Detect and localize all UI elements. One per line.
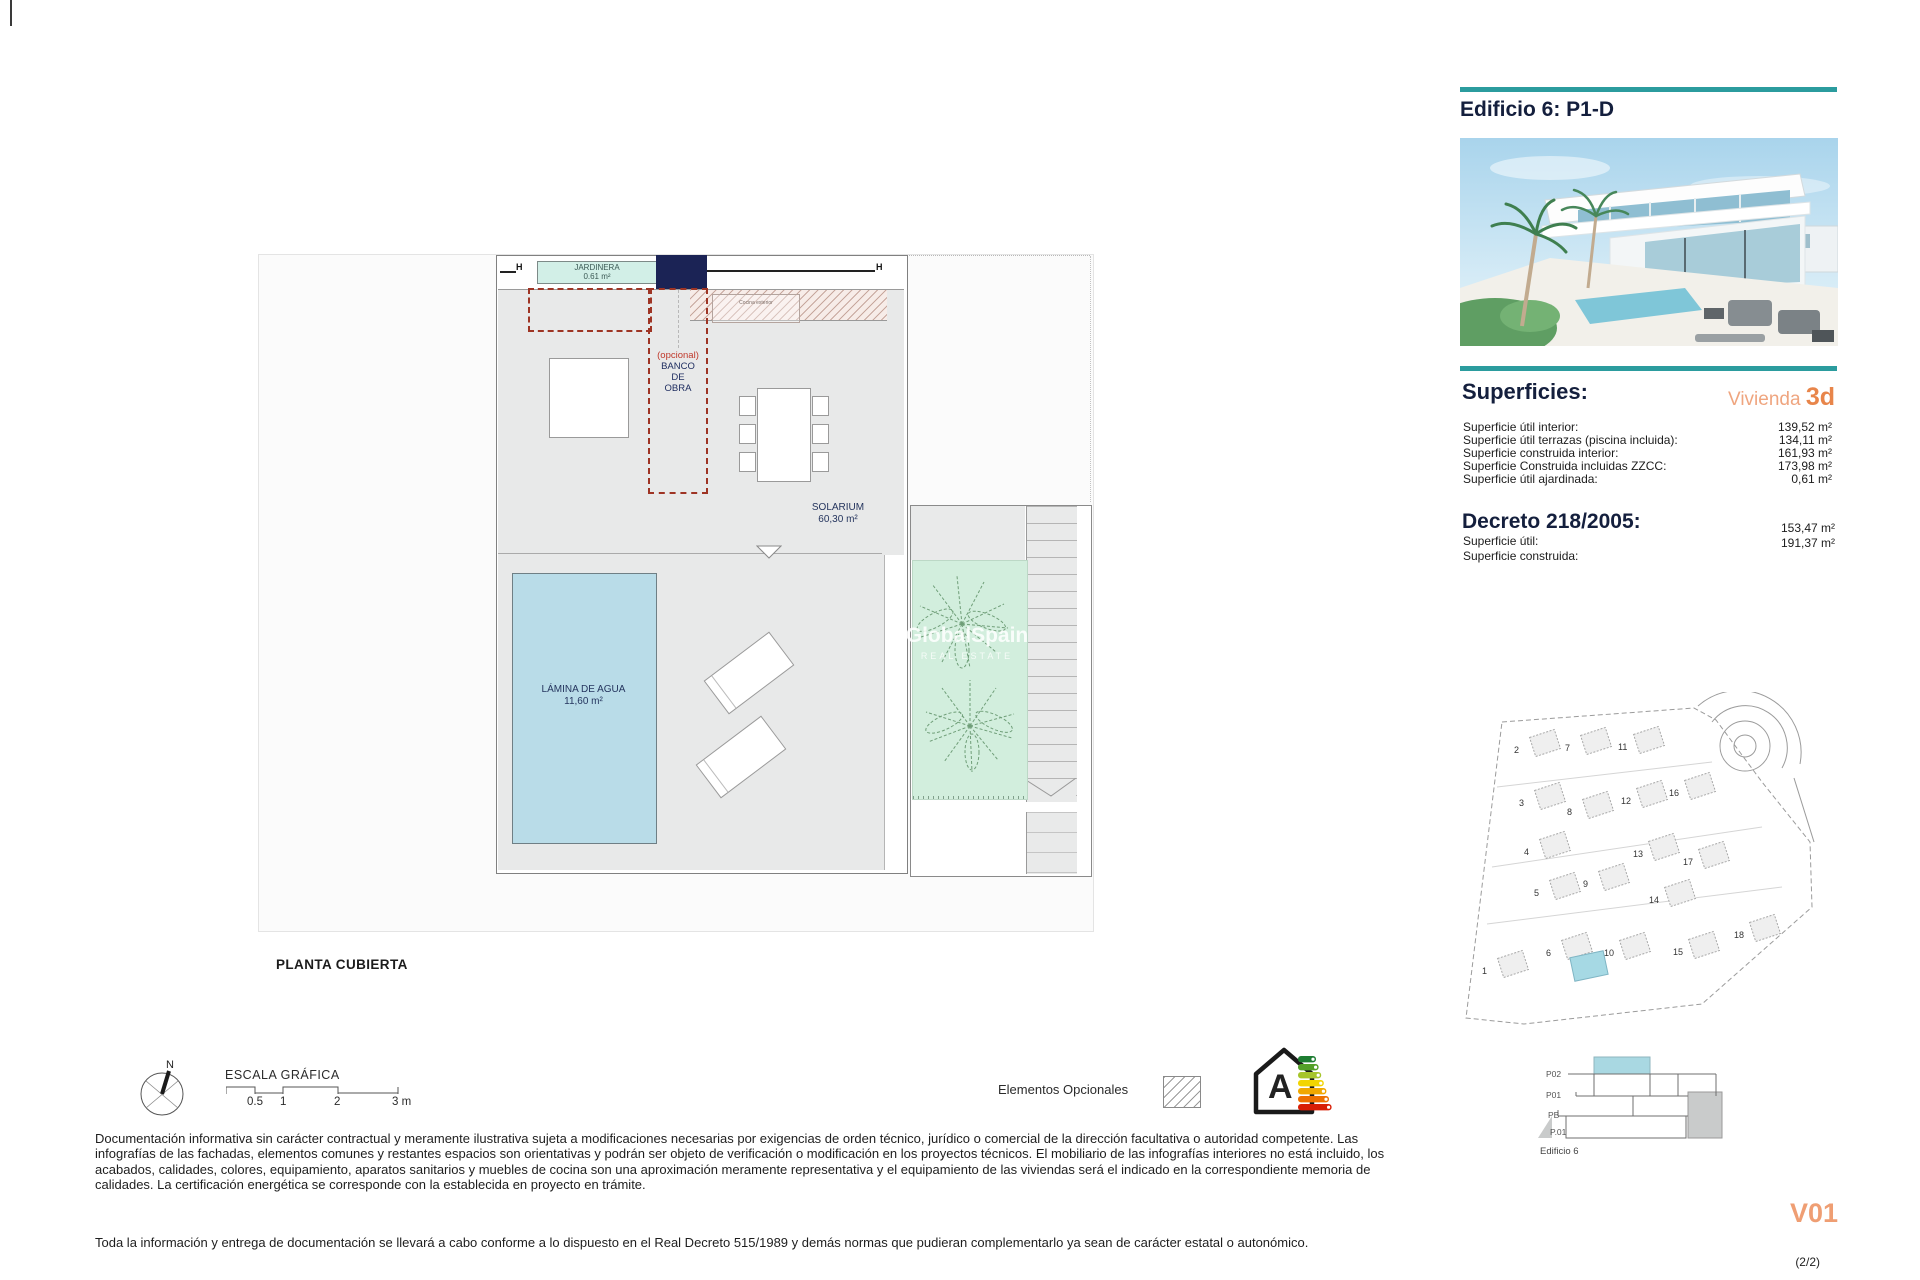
site-unit-number: 2 (1514, 745, 1520, 755)
outdoor-kitchen-label: Cocina exterior (739, 300, 773, 306)
floor-label-p-01: P.01 (1550, 1127, 1567, 1137)
energy-bar (1298, 1096, 1329, 1102)
site-unit-number: 1 (1482, 966, 1488, 976)
elevation-caption: Edificio 6 (1540, 1146, 1579, 1157)
site-unit-number: 16 (1669, 788, 1680, 798)
superficie-row (1463, 447, 1835, 460)
decreto-labels (1463, 534, 1578, 564)
walkway-strip (884, 555, 905, 870)
energy-bar-tip (1324, 1098, 1327, 1101)
svg-text:A: A (1268, 1068, 1293, 1106)
pool (512, 573, 657, 844)
solarium-area: 60,30 m² (818, 514, 858, 525)
superficie-label: Superficie útil terrazas (piscina incluida): (1463, 433, 1678, 447)
corner-tick (10, 0, 12, 26)
decreto-title: Decreto 218/2005: (1462, 510, 1641, 533)
site-plan-drawing (1462, 692, 1842, 1037)
axis-line (678, 290, 679, 348)
decreto-label: Superficie construida: (1463, 549, 1579, 563)
floor-label-p01: P01 (1546, 1090, 1562, 1100)
floor-label-p02: P02 (1546, 1069, 1562, 1079)
teal-rule-middle (1460, 366, 1837, 371)
vivienda-label: Vivienda (1727, 389, 1801, 410)
site-house (1583, 791, 1614, 818)
site-house (1685, 772, 1716, 799)
site-house (1599, 863, 1630, 890)
dim-marker-right: H (876, 262, 883, 272)
skylight-box (549, 358, 629, 438)
terrace-boundary (498, 553, 882, 554)
watermark-brand: GlobalSpain (905, 624, 1029, 647)
site-unit-number: 18 (1734, 930, 1745, 940)
stair-break-mark (1026, 778, 1076, 800)
energy-rating-icon (1246, 1042, 1338, 1122)
superficies-title: Superficies: (1462, 379, 1588, 404)
solarium-name: SOLARIUM (811, 502, 865, 513)
disclaimer-paragraph-2: Toda la información y entrega de documentación se llevará a cabo conforme a lo dispuesto en el Real Decreto 515/1989 y demás normas que pudieran complementarlo ya sean de carácter estatal o autonómico. (95, 1235, 1309, 1250)
version-tag: V01 (1789, 1198, 1838, 1228)
chimney-block (656, 255, 707, 289)
building-title: Edificio 6: P1-D (1460, 98, 1615, 121)
site-house (1530, 729, 1561, 756)
chair (812, 452, 829, 472)
dining-table (757, 388, 811, 482)
vivienda-tag (1728, 383, 1835, 412)
superficie-label: Superficie Construida incluidas ZZCC: (1463, 459, 1667, 473)
solarium-label (788, 502, 888, 526)
energy-bar-tip (1317, 1074, 1320, 1077)
page-number: (2/2) (1795, 1255, 1820, 1269)
energy-bar-tip (1319, 1082, 1322, 1085)
site-house (1649, 833, 1680, 860)
bench-label-line3: OBRA (664, 383, 692, 394)
site-unit-number: 12 (1621, 796, 1632, 806)
site-house (1637, 780, 1668, 807)
site-unit-number: 8 (1567, 807, 1573, 817)
site-unit-number: 4 (1524, 847, 1530, 857)
site-unit-number: 7 (1565, 743, 1571, 753)
jardinera-label: JARDINERA (574, 263, 620, 272)
outdoor-kitchen-box (712, 294, 800, 323)
dim-line (707, 270, 875, 272)
chair (739, 396, 756, 416)
site-unit-number: 11 (1618, 742, 1628, 752)
vivienda-value: 3d (1805, 383, 1835, 411)
bench-label-line2: DE (671, 372, 685, 383)
site-unit-number: 9 (1583, 879, 1589, 889)
scale-title: ESCALA GRÁFICA (225, 1068, 340, 1082)
building-render-image (1460, 138, 1838, 346)
pool-name: LÁMINA DE AGUA (541, 684, 626, 695)
site-house (1750, 914, 1781, 941)
energy-bar (1298, 1104, 1332, 1110)
site-unit-number: 15 (1673, 947, 1684, 957)
site-house (1550, 872, 1581, 899)
optional-elements-label: Elementos Opcionales (998, 1082, 1129, 1097)
superficie-value: 173,98 m² (1777, 459, 1832, 473)
scale-tick: 3 m (392, 1096, 412, 1108)
site-unit-number: 3 (1519, 798, 1525, 808)
optional-hatch-swatch (1163, 1076, 1201, 1108)
pool-area: 11,60 m² (564, 696, 603, 707)
site-unit-number: 13 (1633, 849, 1644, 859)
site-house (1699, 841, 1730, 868)
site-unit-number: 17 (1683, 857, 1694, 867)
superficie-value: 134,11 m² (1778, 433, 1832, 447)
scale-tick: 0.5 (247, 1096, 263, 1108)
site-house (1665, 879, 1696, 906)
adjacent-plot-outline (906, 256, 1091, 502)
teal-rule-top (1460, 87, 1837, 92)
floor-label-pb: PB (1548, 1110, 1560, 1120)
energy-bar-tip (1314, 1066, 1317, 1069)
chair (812, 396, 829, 416)
site-house (1620, 932, 1651, 959)
decreto-label: Superficie útil: (1463, 534, 1539, 548)
superficie-row (1463, 434, 1835, 447)
site-house (1498, 950, 1529, 977)
level-arrow-icon (756, 545, 782, 559)
superficie-value: 139,52 m² (1777, 420, 1832, 434)
chair (739, 424, 756, 444)
site-house (1535, 782, 1566, 809)
dim-marker-left: H (516, 262, 523, 272)
superficie-row (1463, 460, 1835, 473)
jardinera-planter (537, 261, 657, 284)
plan-title: PLANTA CUBIERTA (276, 957, 408, 972)
superficie-label: Superficie construida interior: (1463, 446, 1619, 460)
energy-bar-tip (1327, 1106, 1330, 1109)
disclaimer-paragraph-1: Documentación informativa sin carácter contractual y meramente ilustrativa sujeta a modificaciones necesarias por exigencias de orden técnico, jurídico o comercial de la dirección facultativa o autoridad competente. Las infografías de las fachadas, elementos comunes y restantes espacios son orientativas y podrán ser objeto de verificación o modificación en los proyectos técnicos. El mobiliario de las infografías interiores no está incluido, los acabados, calidades, colores, equipamiento, aparatos sanitarios y muebles de cocina son una aproximación meramente representativa y el equipamiento de las viviendas será el indicado en la correspondiente memoria de calidades. La certificación energética se corresponde con la establecida en proyecto en trámite. (95, 1131, 1385, 1192)
palm-trees (912, 560, 1026, 798)
site-unit-number: 14 (1649, 895, 1660, 905)
pool-label (513, 684, 654, 708)
superficie-value: 161,93 m² (1777, 446, 1832, 460)
decreto-value: 191,37 m² (1780, 536, 1835, 550)
chair (739, 452, 756, 472)
superficie-label: Superficie útil interior: (1463, 420, 1579, 434)
site-plan (1462, 692, 1842, 1037)
site-unit-number: 5 (1534, 888, 1540, 898)
scale-tick: 1 (280, 1096, 287, 1108)
stairs-lower (1026, 812, 1077, 874)
superficie-row (1463, 421, 1835, 434)
scale-bar (226, 1084, 406, 1096)
jardinera-area: 0.61 m² (583, 272, 611, 281)
energy-bar-tip (1311, 1058, 1314, 1061)
site-house (1689, 931, 1720, 958)
bench-label (648, 350, 708, 394)
site-house (1540, 831, 1571, 858)
stairs (1026, 506, 1077, 802)
site-house (1581, 727, 1612, 754)
dim-line-left (500, 271, 516, 273)
scale-tick: 2 (334, 1096, 341, 1108)
garden-ticks (913, 796, 1025, 799)
superficie-label: Superficie útil ajardinada: (1463, 472, 1598, 486)
svg-text:N: N (166, 1059, 174, 1071)
superficie-row (1463, 473, 1835, 486)
superficie-value: 0,61 m² (1791, 472, 1832, 486)
watermark-sub: REAL ESTATE (920, 651, 1014, 661)
landing-area (911, 506, 1025, 560)
chair (812, 424, 829, 444)
elevation-diagram (1538, 1052, 1768, 1146)
bench-optional-label: (opcional) (657, 350, 699, 361)
bench-label-line1: BANCO (661, 361, 695, 372)
decreto-value: 153,47 m² (1780, 521, 1835, 535)
compass-icon (136, 1056, 196, 1120)
site-unit-number: 6 (1546, 948, 1552, 958)
optional-bench-outline-h (528, 288, 652, 332)
site-house (1634, 726, 1665, 753)
site-unit-number: 10 (1604, 948, 1615, 958)
energy-bar-tip (1322, 1090, 1325, 1093)
